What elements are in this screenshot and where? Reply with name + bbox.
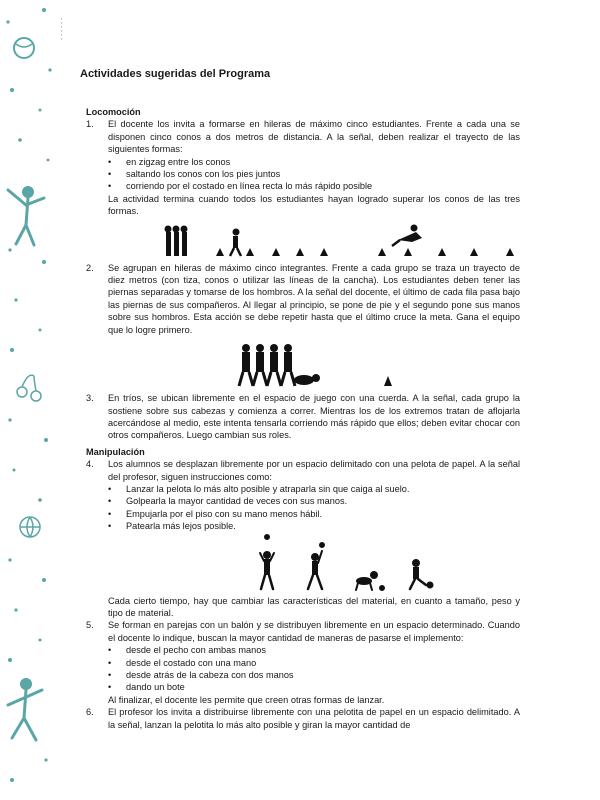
cones-illustration <box>86 218 520 262</box>
basketball-icon <box>20 517 40 537</box>
activity-item-4 <box>86 458 520 532</box>
activity-item-3 <box>86 392 520 442</box>
item-number: 4. <box>86 459 94 470</box>
activity-text <box>86 118 520 155</box>
child-kicking-icon <box>410 559 433 589</box>
list-item: • Patearla más lejos posible. <box>108 520 520 532</box>
cone-icon <box>296 248 304 256</box>
standing-children-icon <box>165 225 188 256</box>
activity-item-6 <box>86 706 520 731</box>
activity-text <box>86 619 520 644</box>
children-row-icon <box>239 344 320 386</box>
item-body: El docente los invita a formarse en hileras de máximo cinco estudiantes. Frente a cada una se disponen cinco conos a dos metros de distancia. A la señal, deben realizar el trayecto de las siguientes formas: <box>108 119 520 155</box>
list-item: • Golpearla la mayor cantidad de veces con sus manos. <box>108 495 520 507</box>
cone-icon <box>404 248 412 256</box>
activity-item-5 <box>86 619 520 706</box>
item-body: El profesor los invita a distribuirse libremente con una pelotita de papel en un espacio delimitado. A la señal, lanzan la pelotita lo más alto posible y giran la mayor cantidad de <box>108 707 520 730</box>
margin-decoration <box>0 0 62 800</box>
child-throwing-icon <box>260 534 274 589</box>
jumper-icon <box>392 224 422 246</box>
item-number: 1. <box>86 119 94 130</box>
item-body: Los alumnos se desplazan libremente por un espacio delimitado con una pelota de papel. A la señal del profesor, siguen instrucciones como: <box>108 459 520 482</box>
list-item: • corriendo por el costado en línea recta lo más rápido posible <box>108 180 520 192</box>
cone-icon <box>438 248 446 256</box>
list-item: • desde atrás de la cabeza con dos manos <box>108 669 520 681</box>
list-item: • Empujarla por el piso con su mano menos hábil. <box>108 508 520 520</box>
list-item: • en zigzag entre los conos <box>108 156 520 168</box>
bullet-list <box>86 644 520 694</box>
list-item: • desde el costado con una mano <box>108 657 520 669</box>
item-number: 5. <box>86 620 94 631</box>
cone-icon <box>470 248 478 256</box>
activity-item-2 <box>86 262 520 336</box>
cherries-icon <box>17 375 41 401</box>
list-item: • dando un bote <box>108 681 520 693</box>
ball-play-illustration <box>86 533 520 595</box>
tunnel-illustration <box>86 336 520 392</box>
runner-icon <box>230 228 241 256</box>
activity-text <box>86 458 520 483</box>
activity-text <box>86 392 520 442</box>
child-crawling-icon <box>356 571 385 590</box>
child-hitting-icon <box>308 542 325 589</box>
item-closing-text: Al finalizar, el docente les permite que creen otras formas de lanzar. <box>108 694 385 705</box>
section-heading-locomocion: Locomoción <box>86 107 141 117</box>
cone-icon <box>216 248 224 256</box>
page-title: Actividades sugeridas del Programa <box>80 68 271 80</box>
item-number: 3. <box>86 393 94 404</box>
item-number: 6. <box>86 707 94 718</box>
child-figure-icon <box>8 186 44 245</box>
list-item: • saltando los conos con los pies juntos <box>108 168 520 180</box>
bullet-list <box>86 483 520 533</box>
item-body: Se forman en parejas con un balón y se distribuyen libremente en un espacio determinado. Cuando el docente lo indique, buscan la mayor cantidad de maneras de pasarse el implemento: <box>108 620 520 643</box>
bullet-list <box>86 156 520 193</box>
ball-icon <box>14 38 34 58</box>
cone-icon <box>246 248 254 256</box>
list-item: • desde el pecho con ambas manos <box>108 644 520 656</box>
cone-icon <box>378 248 386 256</box>
activity-text <box>86 706 520 731</box>
cone-icon <box>320 248 328 256</box>
cone-icon <box>384 376 392 386</box>
item-closing-text: Cada cierto tiempo, hay que cambiar las características del material, en cuanto a tamaño, peso y tipo de material. <box>108 595 520 618</box>
item-body: En tríos, se ubican libremente en el espacio de juego con una cuerda. A la señal, cada grupo la sostiene sobre sus cabezas y comienza a correr. Mientras los de los extremos tratan de aflojarla acercándose al medio, este intenta tensarla corriendo más rápido que ellos; deben evitar chocar con otros compañeros. Luego cambian sus roles. <box>108 393 520 441</box>
item-body: Se agrupan en hileras de máximo cinco integrantes. Frente a cada grupo se traza un trayecto de diez metros (con tiza, conos o utilizar las líneas de la cancha). Los estudiantes deben tener las piernas separadas y tomarse de los hombros. A la señal del docente, el último de cada fila pasa bajo las piernas de sus compañeros. Al llegar al principio, se pone de pie y el segundo pone sus manos sobre sus hombros. Esta acción se debe repetir hasta que el último cruce la meta. Gana el equipo que lo logre primero. <box>108 262 520 335</box>
list-item: • Lanzar la pelota lo más alto posible y atraparla sin que caiga al suelo. <box>108 483 520 495</box>
document-body <box>86 106 520 731</box>
child-figure-bottom-icon <box>8 678 42 740</box>
cone-icon <box>506 248 514 256</box>
item-closing-text: La actividad termina cuando todos los estudiantes hayan logrado superar los conos de las tres formas. <box>108 193 520 217</box>
item-number: 2. <box>86 262 94 273</box>
activity-text <box>86 262 520 336</box>
section-heading-manipulacion: Manipulación <box>86 446 145 457</box>
activity-item-1 <box>86 118 520 217</box>
cone-icon <box>272 248 280 256</box>
